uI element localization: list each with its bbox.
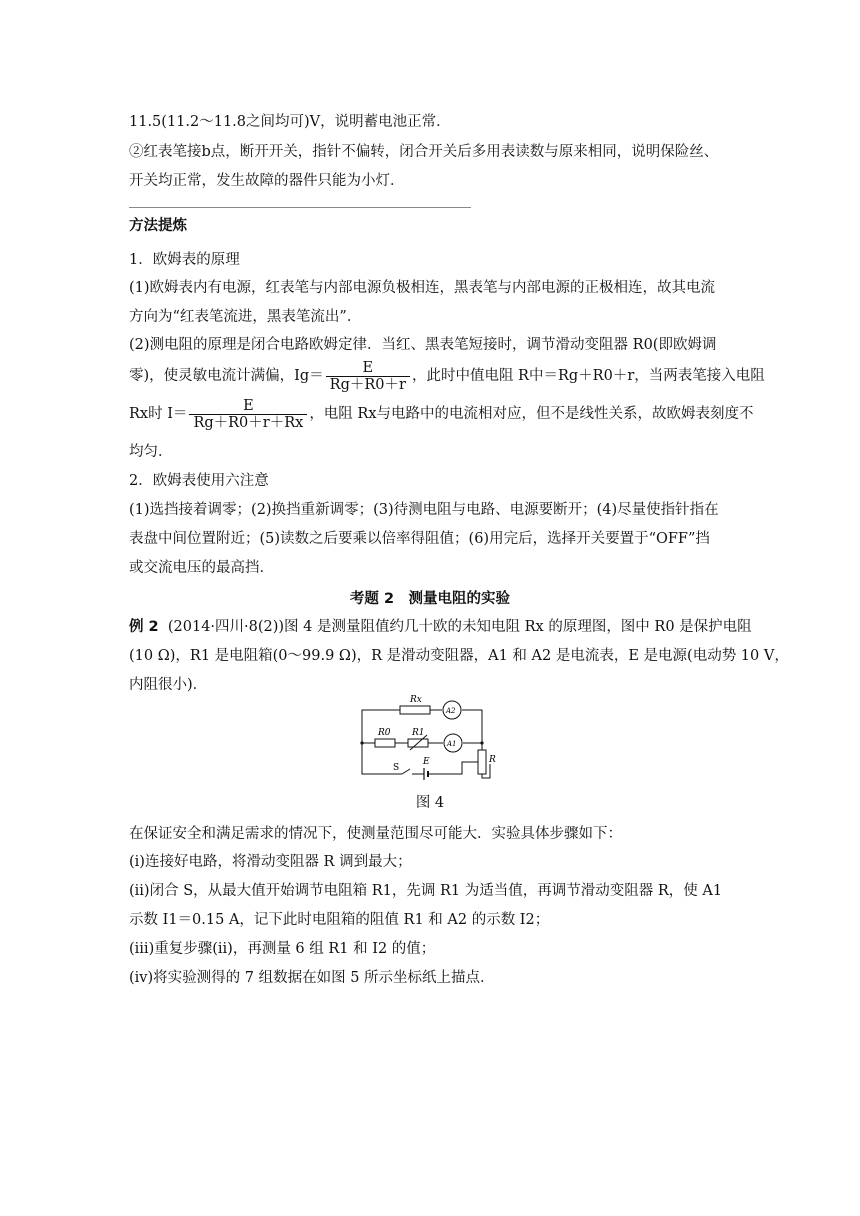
text-line: 方向为“红表笔流进，黑表笔流出”． xyxy=(129,309,362,325)
rx-resistor xyxy=(400,706,430,714)
text-line: 内阻很小)． xyxy=(129,677,208,693)
figure-caption: 图 4 xyxy=(415,795,445,811)
text-line: 表盘中间位置附近；(5)读数之后要乘以倍率得阻值；(6)用完后，选择开关要置于“OFF”挡 xyxy=(129,531,710,547)
text-line: 示数 I1＝0.15 A，记下此时电阻箱的阻值 R1 和 A2 的示数 I2； xyxy=(129,912,550,928)
label-r: R xyxy=(489,755,496,765)
fraction xyxy=(326,360,410,393)
fraction-denominator: Rg＋R0＋r＋Rx xyxy=(193,414,304,431)
label-a2: A2 xyxy=(446,707,456,715)
text-line: 开关均正常，发生故障的器件只能为小灯． xyxy=(129,173,405,189)
text-line: (ⅱ)闭合 S，从最大值开始调节电阻箱 R1，先调 R1 为适当值，再调节滑动变阻器 R，使 A1 xyxy=(129,883,723,899)
text-line: 均匀． xyxy=(129,444,173,460)
text-segment: ，此时中值电阻 R中＝Rg＋R0＋r，当两表笔接入电阻 xyxy=(411,368,765,384)
label-s: S xyxy=(393,763,400,773)
text-segment: Rx时 I＝ xyxy=(129,406,188,422)
text-line: (1)欧姆表内有电源，红表笔与内部电源负极相连，黑表笔与内部电源的正极相连，故其电流 xyxy=(129,280,716,296)
r0-resistor xyxy=(375,739,395,747)
text-segment: (2014·四川·8(2))图 4 是测量阻值约几十欧的未知电阻 Rx 的原理图，图中 R0 是保护电阻 xyxy=(167,619,752,635)
topic-heading: 考题 2 测量电阻的实验 xyxy=(349,591,511,607)
text-line: (ⅰ)连接好电路，将滑动变阻器 R 调到最大； xyxy=(129,854,412,870)
text-line: (ⅳ)将实验测得的 7 组数据在如图 5 所示坐标纸上描点． xyxy=(129,970,495,986)
fraction-numerator: E xyxy=(189,398,307,415)
label-e: E xyxy=(423,757,430,767)
fraction-denominator: Rg＋R0＋r xyxy=(329,376,406,393)
heading: 1．欧姆表的原理 xyxy=(129,252,240,268)
text-line: (2)测电阻的原理是闭合电路欧姆定律．当红、黑表笔短接时，调节滑动变阻器 R0(即欧姆调 xyxy=(129,337,717,353)
text-line: ②红表笔接b点，断开开关，指针不偏转，闭合开关后多用表读数与原来相同，说明保险丝、 xyxy=(129,144,719,160)
circuit-diagram xyxy=(350,690,510,782)
label-r0: R0 xyxy=(378,728,391,738)
heading: 2．欧姆表使用六注意 xyxy=(129,473,269,489)
switch-s xyxy=(402,769,410,774)
example-label: 例 2 xyxy=(129,619,159,635)
text-line: 或交流电压的最高挡． xyxy=(129,560,274,576)
section-title: 方法提炼 xyxy=(129,218,187,234)
label-a1: A1 xyxy=(447,740,457,748)
text-line: 在保证安全和满足需求的情况下，使测量范围尽可能大．实验具体步骤如下： xyxy=(129,826,622,842)
label-r1: R1 xyxy=(412,728,425,738)
wire xyxy=(428,762,474,774)
junction-dot xyxy=(480,741,483,744)
text-segment: 零)，使灵敏电流计满偏，Ig＝ xyxy=(129,368,324,384)
wire xyxy=(462,710,482,743)
fraction xyxy=(189,398,307,431)
example-line xyxy=(129,617,752,637)
text-line: (ⅲ)重复步骤(ⅱ)，再测量 6 组 R1 和 I2 的值； xyxy=(129,941,436,957)
text-line: (1)选挡接着调零；(2)换挡重新调零；(3)待测电阻与电路、电源要断开；(4)尽量使指针指在 xyxy=(129,502,719,518)
junction-dot xyxy=(360,741,363,744)
formula-line xyxy=(129,358,765,394)
rheostat-r xyxy=(478,750,486,774)
text-line: 11.5(11.2～11.8之间均可)V，说明蓄电池正常． xyxy=(129,114,451,130)
fraction-numerator: E xyxy=(326,360,410,377)
wire xyxy=(362,710,400,743)
text-segment: ，电阻 Rx与电路中的电流相对应，但不是线性关系，故欧姆表刻度不 xyxy=(309,406,754,422)
divider xyxy=(129,207,471,208)
text-line: (10 Ω)，R1 是电阻箱(0～99.9 Ω)，R 是滑动变阻器，A1 和 A2 是电流表，E 是电源(电动势 10 V， xyxy=(129,648,789,664)
label-rx: Rx xyxy=(410,695,422,705)
formula-line xyxy=(129,396,754,432)
